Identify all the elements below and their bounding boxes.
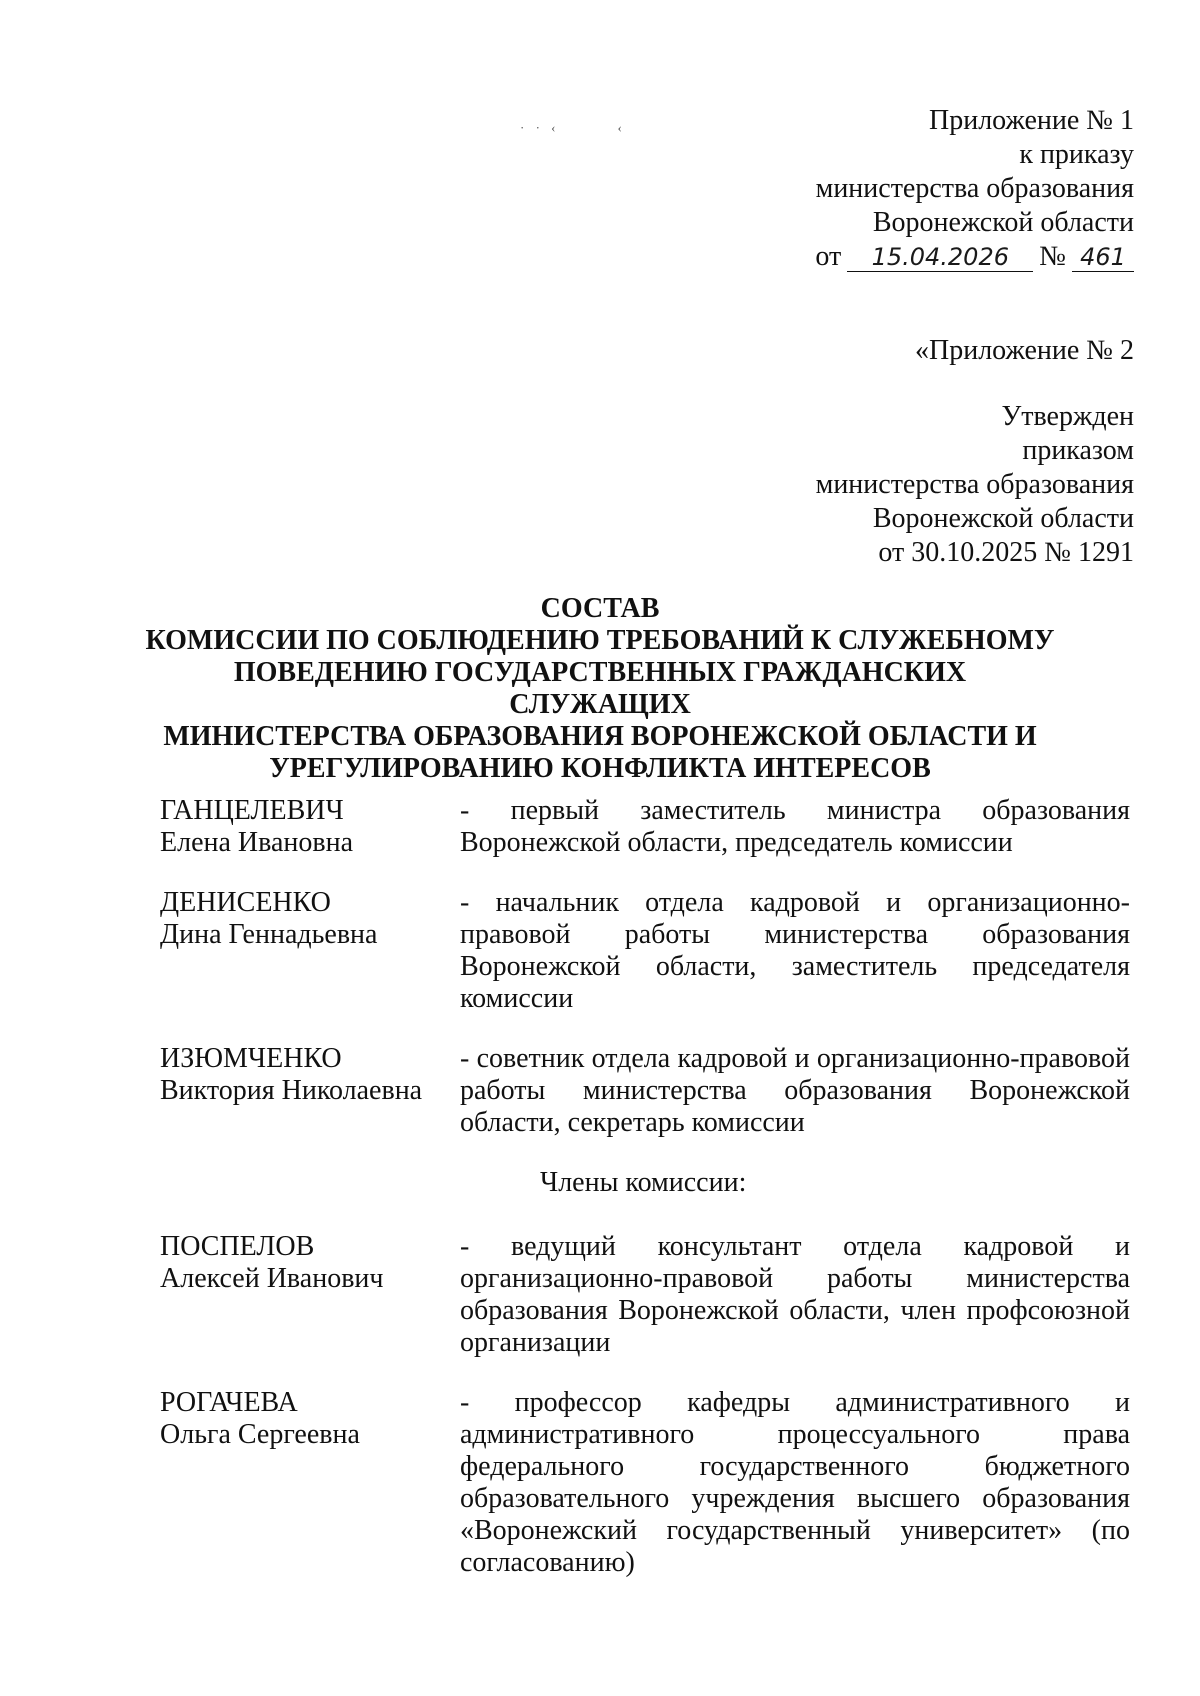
member-description: - ведущий консультант отдела кадровой и организационно-правовой работы министерства образования Воронежской области, член профсоюзной организации	[460, 1231, 1130, 1358]
approval-ministry-text: министерства образования	[815, 469, 1134, 500]
member-description: - начальник отдела кадровой и организационно-правовой работы министерства образования Воронежской области, заместитель председателя комиссии	[460, 887, 1130, 1014]
member-description: - первый заместитель министра образования Воронежской области, председатель комиссии	[460, 795, 1130, 858]
member-surname: ГАНЦЕЛЕВИЧ	[160, 795, 344, 826]
to-order-text: к приказу	[1019, 139, 1134, 170]
member-description: - профессор кафедры административного и административного процессуального права федерального государственного бюджетного образовательного учреждения высшего образования «Воронежский государственный университет» (по согласованию)	[460, 1387, 1130, 1578]
title-line-2: КОМИССИИ ПО СОБЛЮДЕНИЮ ТРЕБОВАНИЙ К СЛУЖЕБНОМУ	[145, 625, 1055, 656]
by-order-text: приказом	[1022, 435, 1134, 466]
scan-artifact-marks: · · ‹ ‹	[520, 120, 626, 135]
appendix-2-title: «Приложение № 2	[915, 335, 1134, 366]
member-name	[160, 795, 460, 859]
number-label: №	[1039, 241, 1066, 272]
member-entry	[160, 795, 1130, 859]
members-heading: Члены комиссии:	[540, 1167, 747, 1198]
appendix-1-title: Приложение № 1	[929, 105, 1134, 136]
member-entry	[160, 1387, 1130, 1579]
member-surname: ПОСПЕЛОВ	[160, 1231, 315, 1262]
member-entry	[160, 887, 1130, 1015]
member-name	[160, 1043, 460, 1139]
title-line-3: ПОВЕДЕНИЮ ГОСУДАРСТВЕННЫХ ГРАЖДАНСКИХ СЛУЖАЩИХ	[233, 657, 967, 720]
appendix-2-header	[614, 334, 1134, 368]
member-given-names: Виктория Николаевна	[160, 1075, 423, 1106]
handwritten-order-number: 461	[1072, 243, 1134, 272]
order-date-line	[614, 240, 1134, 274]
commission-composition	[160, 795, 1130, 1607]
approval-region-text: Воронежской области	[872, 503, 1134, 534]
member-name	[160, 1387, 460, 1579]
member-surname: РОГАЧЕВА	[160, 1387, 298, 1418]
member-given-names: Дина Геннадьевна	[160, 919, 378, 950]
document-title	[140, 593, 1060, 785]
handwritten-order-date: 15.04.2026	[847, 243, 1033, 272]
region-text: Воронежской области	[872, 207, 1134, 238]
member-name	[160, 1231, 460, 1359]
appendix-1-header	[614, 104, 1134, 274]
member-entry	[160, 1231, 1130, 1359]
member-surname: ДЕНИСЕНКО	[160, 887, 331, 918]
member-name	[160, 887, 460, 1015]
approved-text: Утвержден	[1001, 401, 1134, 432]
member-given-names: Алексей Иванович	[160, 1263, 384, 1294]
title-line-5: УРЕГУЛИРОВАНИЮ КОНФЛИКТА ИНТЕРЕСОВ	[269, 753, 931, 784]
from-label: от	[815, 241, 842, 272]
member-surname: ИЗЮМЧЕНКО	[160, 1043, 342, 1074]
member-description: - советник отдела кадровой и организационно-правовой работы министерства образования Воронежской области, секретарь комиссии	[460, 1043, 1130, 1138]
title-line-4: МИНИСТЕРСТВА ОБРАЗОВАНИЯ ВОРОНЕЖСКОЙ ОБЛАСТИ И	[163, 721, 1037, 752]
member-entry	[160, 1043, 1130, 1139]
approval-block	[614, 400, 1134, 570]
ministry-text: министерства образования	[815, 173, 1134, 204]
approval-date-line: от 30.10.2025 № 1291	[878, 537, 1134, 568]
member-given-names: Ольга Сергеевна	[160, 1419, 360, 1450]
title-line-1: СОСТАВ	[540, 593, 660, 624]
member-given-names: Елена Ивановна	[160, 827, 354, 858]
